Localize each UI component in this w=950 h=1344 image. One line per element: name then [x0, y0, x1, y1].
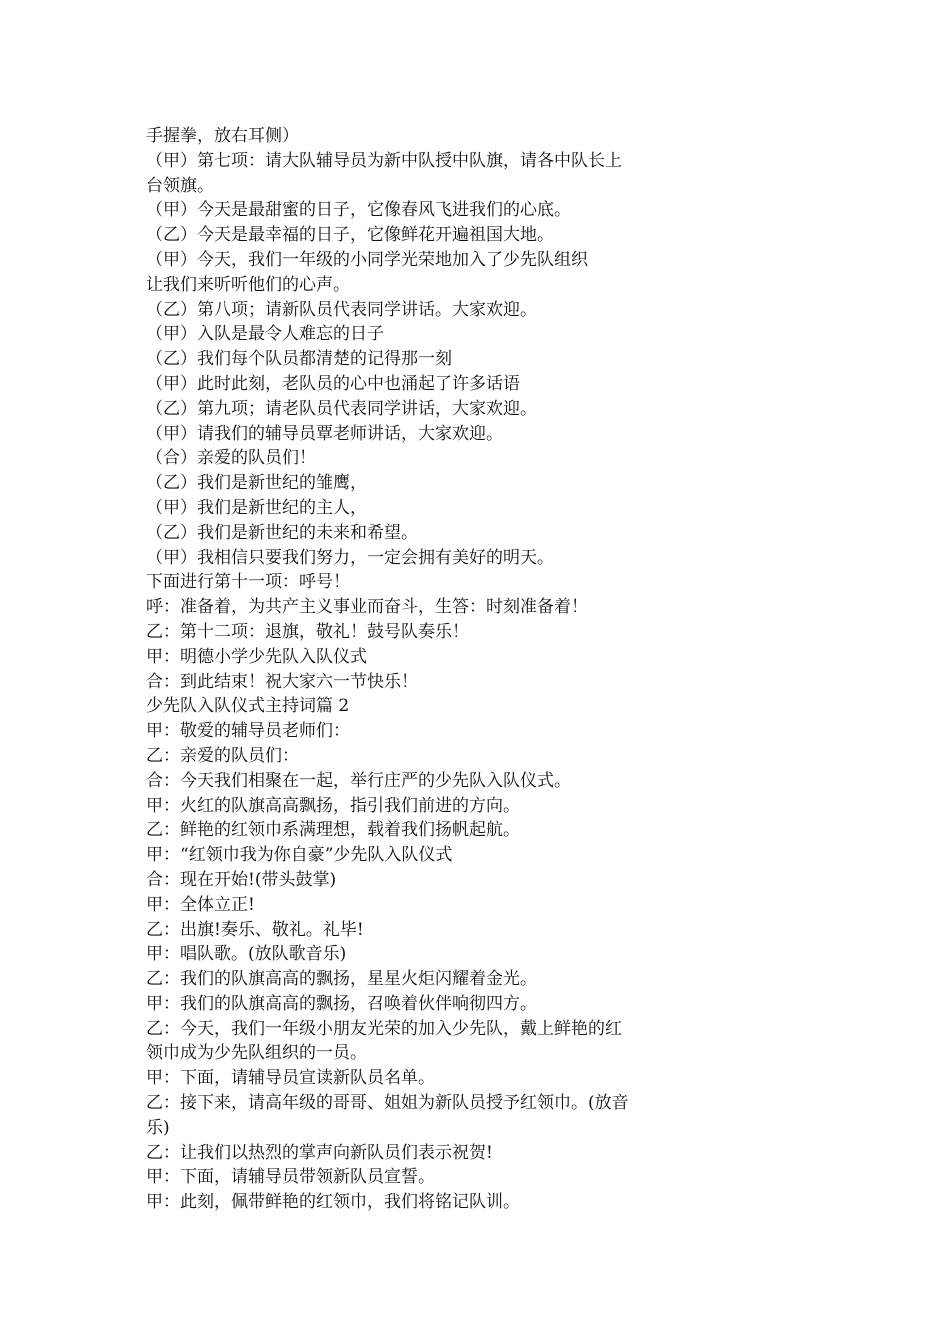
text-line: 甲：此刻，佩带鲜艳的红领巾，我们将铭记队训。 [146, 1192, 520, 1213]
text-line: （合）亲爱的队员们！ [146, 448, 316, 469]
text-line: （乙）第九项；请老队员代表同学讲话，大家欢迎。 [146, 398, 537, 419]
text-line: （甲）请我们的辅导员覃老师讲话，大家欢迎。 [146, 423, 503, 444]
text-line: 乙：让我们以热烈的掌声向新队员们表示祝贺! [146, 1142, 493, 1163]
text-line: 甲：唱队歌。(放队歌音乐) [146, 944, 347, 965]
text-line: 甲：我们的队旗高高的飘扬，召唤着伙伴响彻四方。 [146, 993, 537, 1014]
document-body [146, 124, 706, 1215]
text-line: 乐) [146, 1117, 170, 1138]
text-line: 呼：准备着，为共产主义事业而奋斗，生答：时刻准备着！ [146, 597, 588, 618]
text-line: 乙：出旗!奏乐、敬礼。礼毕! [146, 919, 364, 940]
text-line: 乙：第十二项：退旗，敬礼！鼓号队奏乐！ [146, 621, 469, 642]
text-line: 甲：下面，请辅导员带领新队员宣誓。 [146, 1167, 435, 1188]
text-line: （乙）我们是新世纪的雏鹰， [146, 473, 367, 494]
text-line: 合：今天我们相聚在一起，举行庄严的少先队入队仪式。 [146, 770, 571, 791]
text-line: 乙：亲爱的队员们： [146, 745, 299, 766]
text-line: 甲：明德小学少先队入队仪式 [146, 646, 367, 667]
section-heading: 少先队入队仪式主持词篇 2 [146, 696, 350, 717]
text-line: 甲：“红领巾我为你自豪”少先队入队仪式 [146, 845, 453, 866]
text-line: （甲）我相信只要我们努力，一定会拥有美好的明天。 [146, 547, 554, 568]
text-line: 乙：我们的队旗高高的飘扬，星星火炬闪耀着金光。 [146, 969, 537, 990]
text-line: （乙）我们是新世纪的未来和希望。 [146, 522, 418, 543]
text-line: 让我们来听听他们的心声。 [146, 274, 350, 295]
text-line: 甲：火红的队旗高高飘扬，指引我们前进的方向。 [146, 795, 520, 816]
text-line: 乙：今天，我们一年级小朋友光荣的加入少先队，戴上鲜艳的红 [146, 1018, 622, 1039]
text-line: （乙）今天是最幸福的日子，它像鲜花开遍祖国大地。 [146, 225, 554, 246]
text-line: （甲）入队是最令人难忘的日子 [146, 324, 384, 345]
text-line: （乙）第八项；请新队员代表同学讲话。大家欢迎。 [146, 299, 537, 320]
text-line: （甲）此时此刻，老队员的心中也涌起了许多话语 [146, 373, 520, 394]
text-line: 乙：鲜艳的红领巾系满理想，载着我们扬帆起航。 [146, 820, 520, 841]
text-line: （甲）今天是最甜蜜的日子，它像春风飞进我们的心底。 [146, 200, 571, 221]
text-line: 甲：敬爱的辅导员老师们： [146, 721, 350, 742]
text-line: 甲：全体立正! [146, 894, 255, 915]
text-line: 合：到此结束！祝大家六一节快乐！ [146, 671, 418, 692]
text-line: 领巾成为少先队组织的一员。 [146, 1043, 367, 1064]
text-line: （甲）我们是新世纪的主人， [146, 497, 367, 518]
text-line: 合：现在开始!(带头鼓掌) [146, 869, 337, 890]
text-line: 下面进行第十一项：呼号！ [146, 572, 350, 593]
text-line: 手握拳，放右耳侧） [146, 126, 299, 146]
text-line: 台领旗。 [146, 175, 214, 196]
text-line: 乙：接下来，请高年级的哥哥、姐姐为新队员授予红领巾。(放音 [146, 1093, 629, 1114]
text-line: （乙）我们每个队员都清楚的记得那一刻 [146, 349, 452, 370]
text-line: （甲）今天，我们一年级的小同学光荣地加入了少先队组织 [146, 249, 588, 270]
text-line: 甲：下面，请辅导员宣读新队员名单。 [146, 1068, 435, 1089]
text-line: （甲）第七项：请大队辅导员为新中队授中队旗，请各中队长上 [146, 150, 622, 171]
